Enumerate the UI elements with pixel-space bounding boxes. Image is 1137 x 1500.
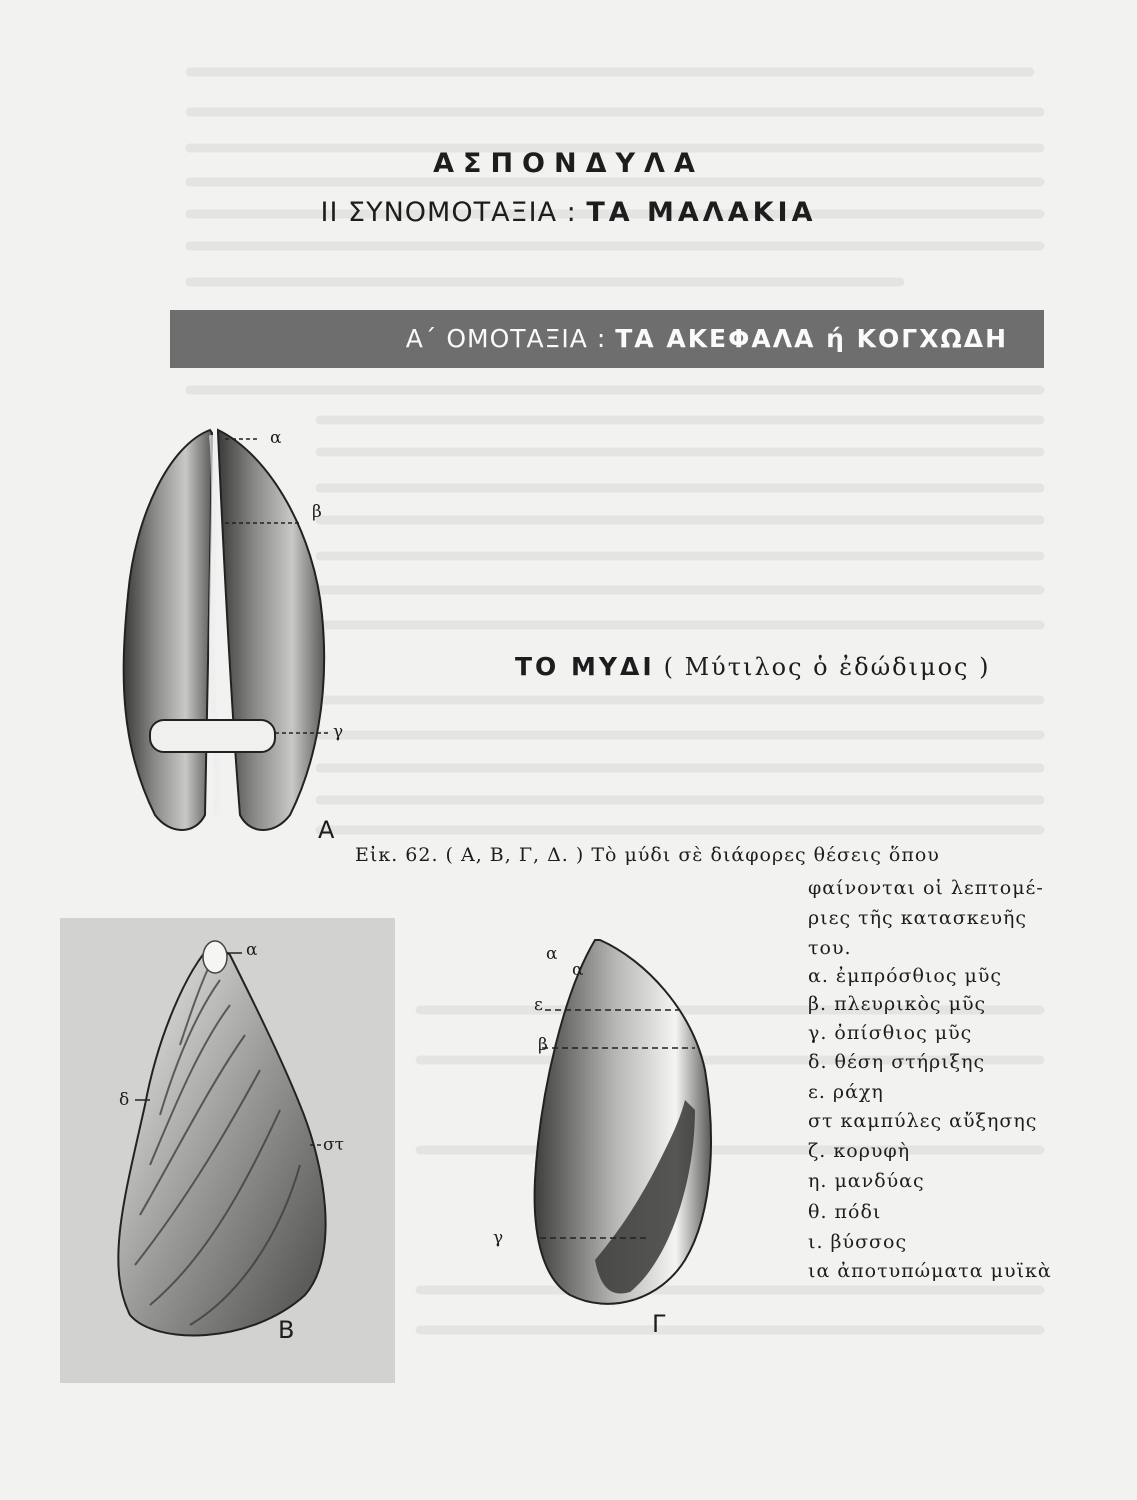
label-epsilon-c: ε <box>534 995 543 1015</box>
mussel-figure-c <box>510 930 740 1330</box>
figure-caption-line-4: του. <box>808 937 852 959</box>
label-st-b: στ <box>323 1135 345 1155</box>
label-alpha-a: α <box>270 428 282 448</box>
legend-item: στ καμπύλες αὔξησης <box>808 1110 1038 1132</box>
figure-caption-line-2: φαίνονται οἱ λεπτομέ- <box>808 877 1044 899</box>
label-alpha-b: α <box>246 940 258 960</box>
band-title: ΤΑ ΑΚΕΦΑΛΑ ή ΚΟΓΧΩΔΗ <box>615 324 1008 353</box>
band-prefix: Α΄ ΟΜΟΤΑΞΙΑ : <box>405 324 607 353</box>
section-title <box>515 652 990 681</box>
legend-item: δ. θέση στήριξης <box>808 1051 986 1073</box>
legend-item: ζ. κορυφὴ <box>808 1140 911 1162</box>
class-heading-band <box>170 310 1044 368</box>
page-subtitle <box>0 197 1137 228</box>
mussel-figure-a <box>100 415 360 845</box>
subtitle-prefix: II ΣΥΝΟΜΟΤΑΞΙΑ : <box>320 197 577 228</box>
page-title: ΑΣΠΟΝΔΥΛΑ <box>433 148 704 179</box>
label-gamma-a: γ <box>333 722 344 742</box>
label-gamma-c: γ <box>493 1228 504 1248</box>
figure-label-b: Β <box>278 1316 295 1344</box>
figure-label-c: Γ <box>652 1310 666 1338</box>
figure-caption-line-3: ριες τῆς κατασκευῆς <box>808 907 1028 929</box>
legend-item: η. μανδύας <box>808 1170 925 1192</box>
label-alpha-c: α <box>546 944 558 964</box>
legend-item: γ. ὀπίσθιος μῦς <box>808 1022 973 1044</box>
legend-item: θ. πόδι <box>808 1201 882 1223</box>
section-title-latin: ( Μύτιλος ὁ ἐδώδιμος ) <box>663 653 991 681</box>
figure-caption-line-1: Εἰκ. 62. ( Α, Β, Γ, Δ. ) Τὸ μύδι σὲ διάφορες θέσεις ὅπου <box>355 844 940 866</box>
legend-item: ε. ράχη <box>808 1081 884 1103</box>
mussel-figure-b <box>100 935 360 1355</box>
label-beta-a: β <box>312 502 322 522</box>
section-title-bold: ΤΟ ΜΥΔΙ <box>515 652 655 681</box>
label-alpha-c-top: α <box>572 960 584 980</box>
legend-item: β. πλευρικὸς μῦς <box>808 993 987 1015</box>
subtitle-bold: ΤΑ ΜΑΛΑΚΙΑ <box>586 197 817 228</box>
label-beta-c: β <box>538 1035 548 1055</box>
legend-item: α. ἐμπρόσθιος μῦς <box>808 965 1003 987</box>
figure-label-a: Α <box>318 816 335 844</box>
label-delta-b: δ <box>119 1090 130 1110</box>
legend-item: ια ἀποτυπώματα μυϊκὰ <box>808 1260 1052 1282</box>
legend-item: ι. βύσσος <box>808 1231 908 1253</box>
